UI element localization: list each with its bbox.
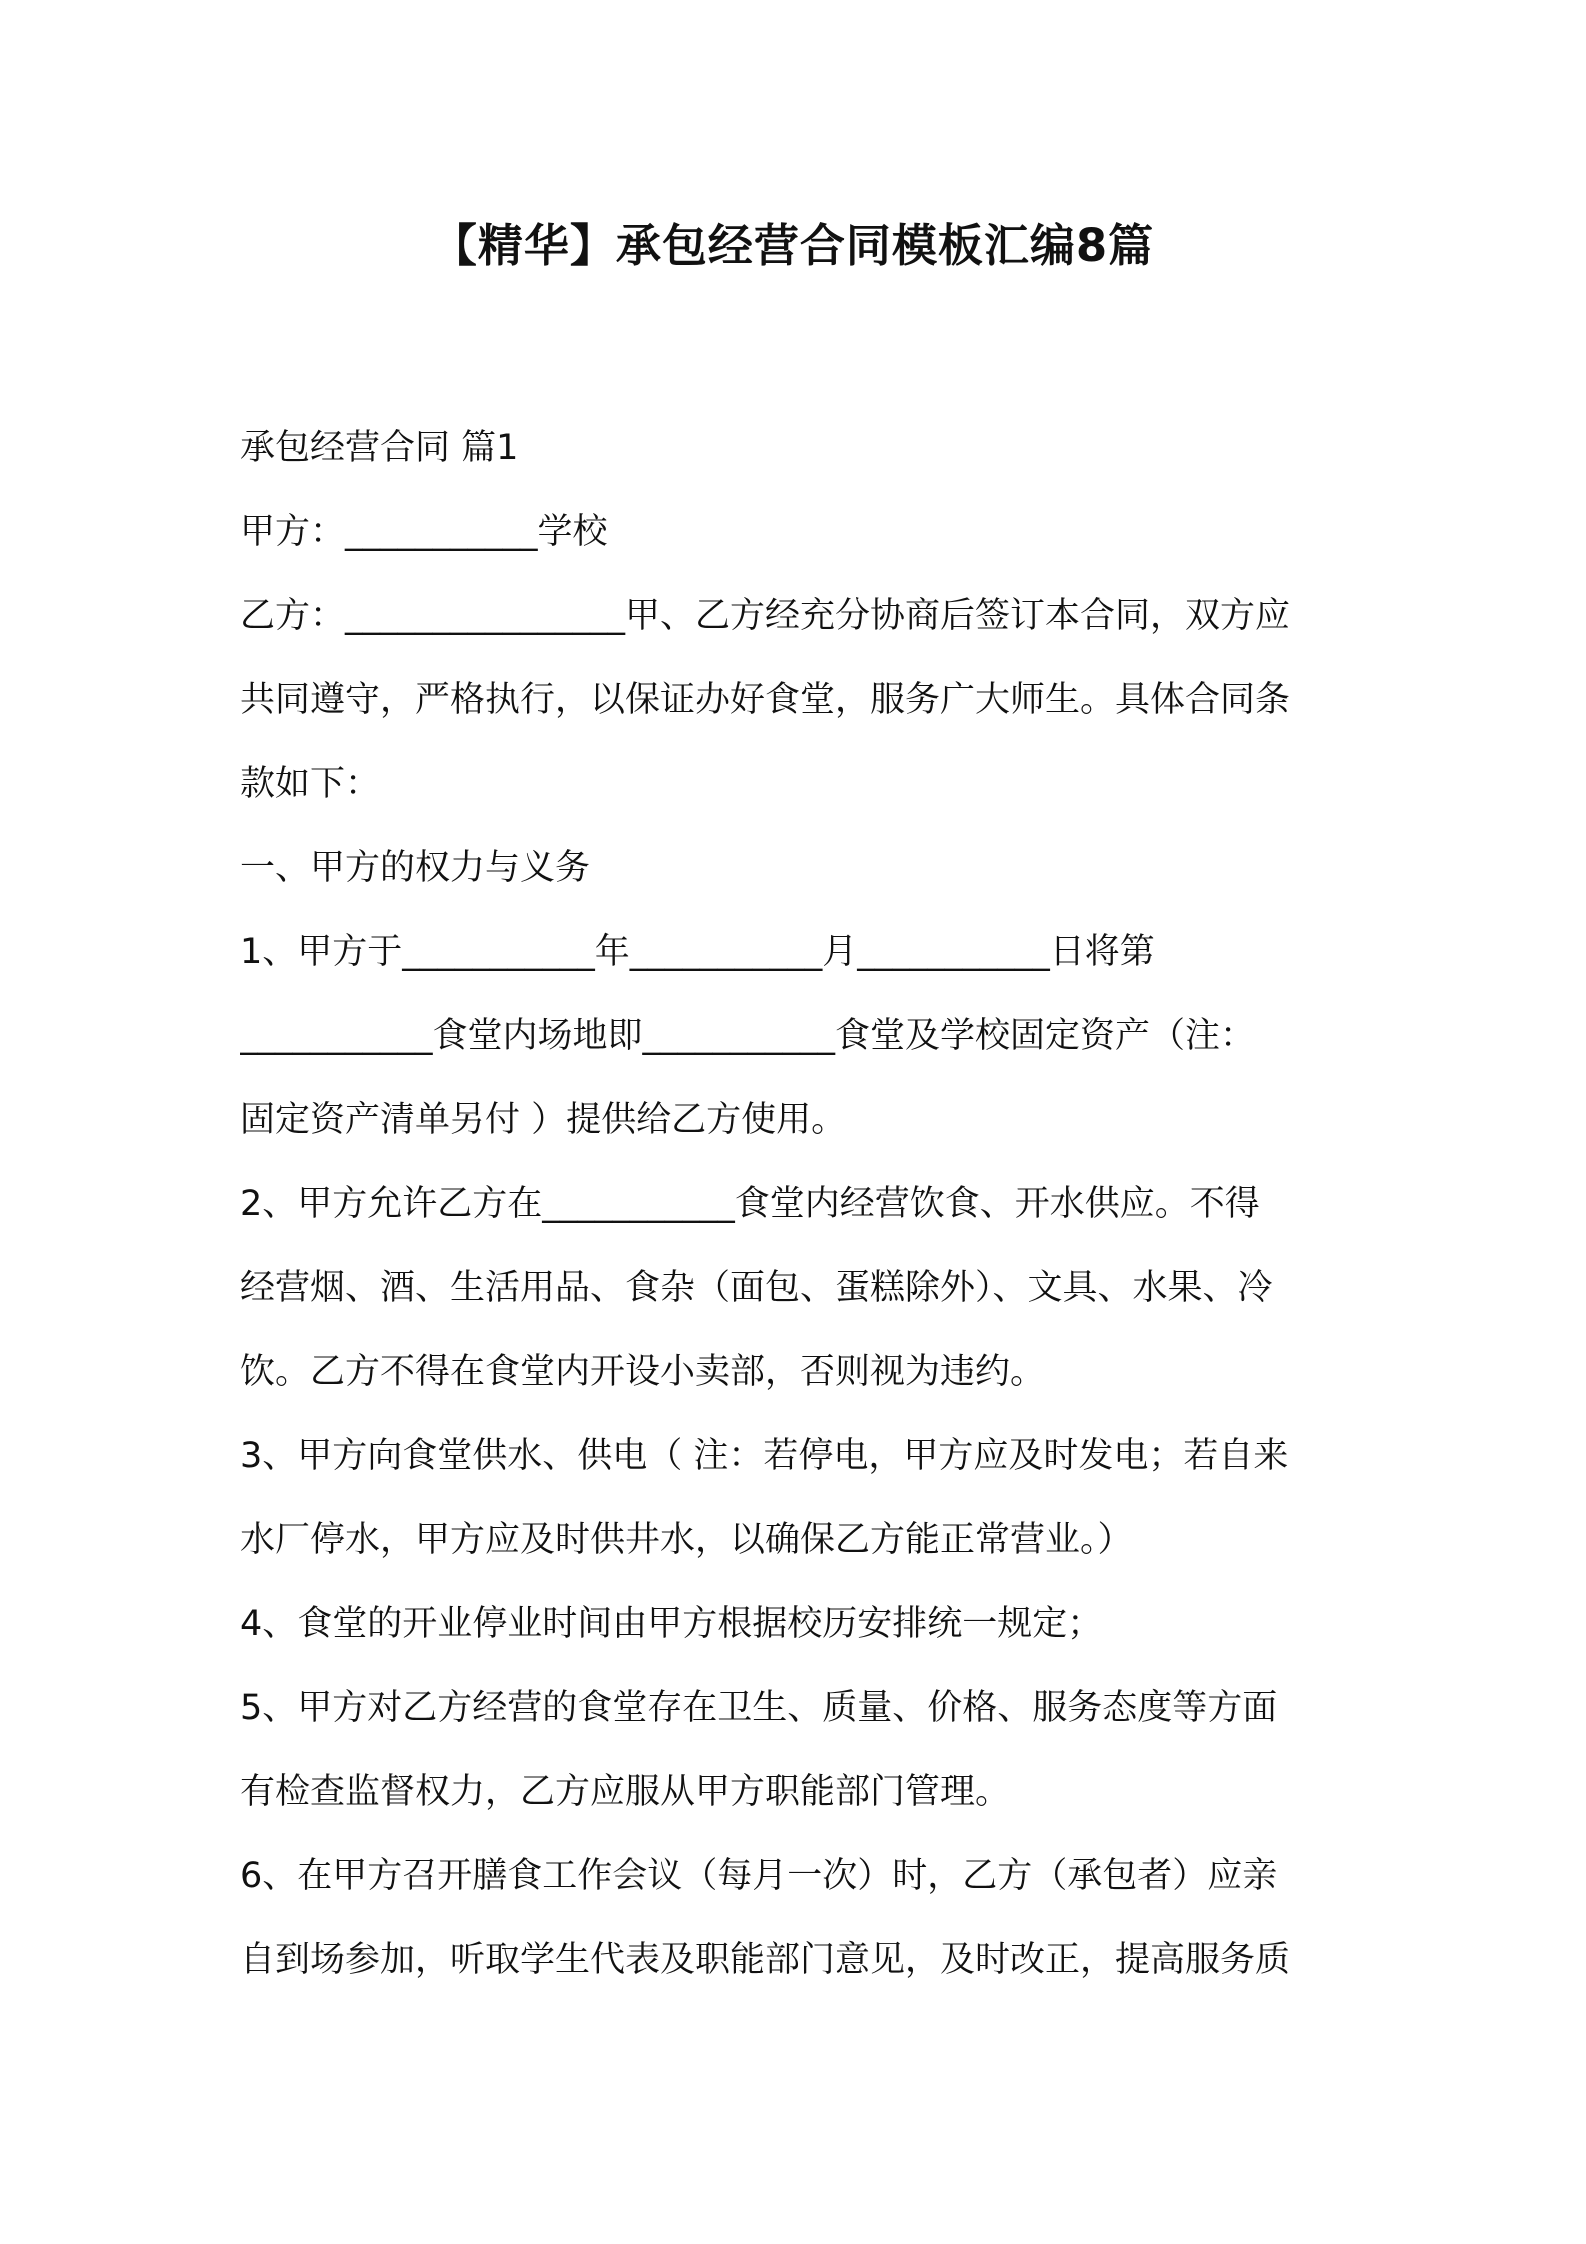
text-line: 经营烟、酒、生活用品、食杂（面包、蛋糕除外）、文具、水果、冷 bbox=[240, 1268, 1273, 1308]
text-line: 有检查监督权力，乙方应服从甲方职能部门管理。 bbox=[240, 1772, 1011, 1812]
text-line: 6、在甲方召开膳食工作会议（每月一次）时，乙方（承包者）应亲 bbox=[240, 1856, 1278, 1896]
text-line: 共同遵守，严格执行，以保证办好食堂，服务广大师生。具体合同条 bbox=[240, 680, 1291, 720]
text-line: 1、甲方于___________年___________月___________日将第 bbox=[240, 932, 1155, 972]
party-b-line: 乙方：________________甲、乙方经充分协商后签订本合同，双方应 bbox=[240, 596, 1291, 636]
text-line: 水厂停水，甲方应及时供井水，以确保乙方能正常营业。） bbox=[240, 1520, 1133, 1560]
text-line: 5、甲方对乙方经营的食堂存在卫生、质量、价格、服务态度等方面 bbox=[240, 1688, 1278, 1728]
text-line: 3、甲方向食堂供水、供电（ 注：若停电，甲方应及时发电；若自来 bbox=[240, 1436, 1289, 1476]
text-line: 款如下： bbox=[240, 764, 381, 804]
text-line: 2、甲方允许乙方在___________食堂内经营饮食、开水供应。不得 bbox=[240, 1184, 1260, 1224]
clause-heading: 一、甲方的权力与义务 bbox=[240, 848, 591, 888]
party-a-line: 甲方：___________学校 bbox=[240, 512, 608, 552]
text-line: 自到场参加，听取学生代表及职能部门意见，及时改正，提高服务质 bbox=[240, 1940, 1291, 1980]
document-body bbox=[240, 406, 1356, 2002]
document-title: 【精华】承包经营合同模板汇编8篇 bbox=[431, 219, 1155, 272]
text-line: 饮。乙方不得在食堂内开设小卖部，否则视为违约。 bbox=[240, 1352, 1046, 1392]
section-heading: 承包经营合同 篇1 bbox=[240, 428, 519, 468]
text-line: ___________食堂内场地即___________食堂及学校固定资产（注： bbox=[240, 1016, 1256, 1056]
text-line: 4、食堂的开业停业时间由甲方根据校历安排统一规定； bbox=[240, 1604, 1103, 1644]
text-line: 固定资产清单另付 ）提供给乙方使用。 bbox=[240, 1100, 847, 1140]
